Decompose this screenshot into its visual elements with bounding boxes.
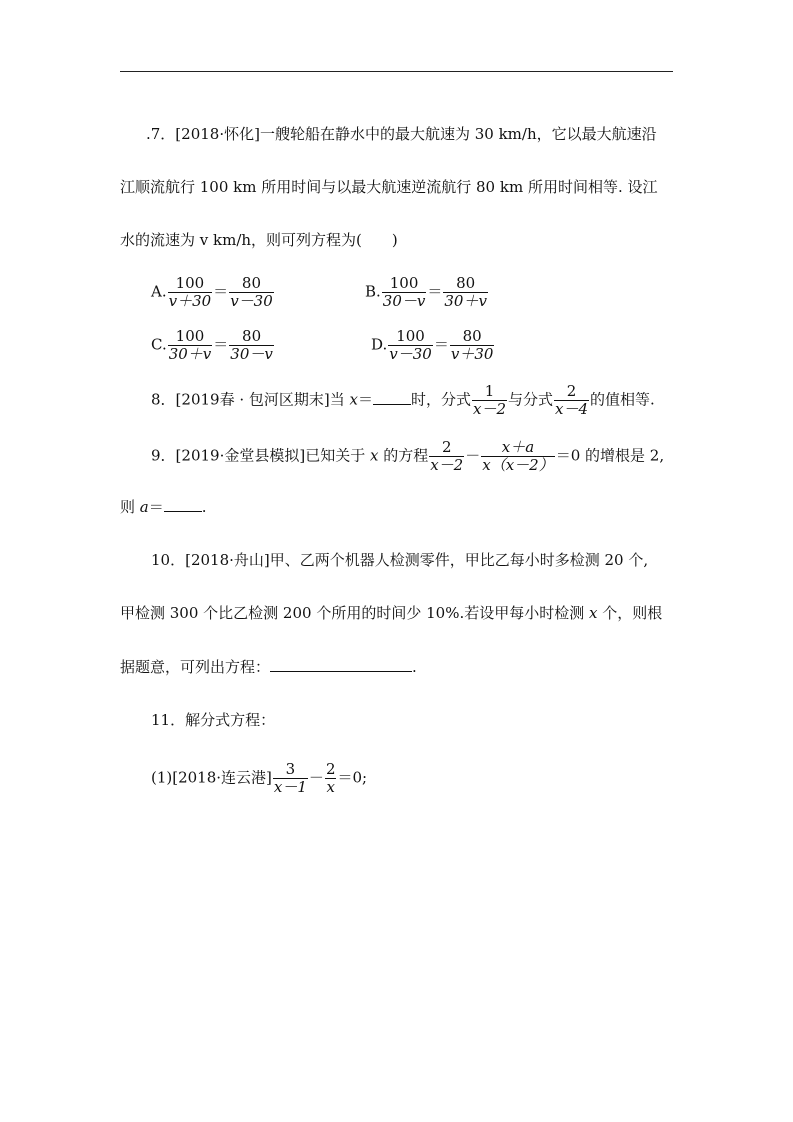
q9-line2-var: a xyxy=(139,498,149,516)
q11-suffix: ＝0; xyxy=(337,768,368,787)
q10-line3-suffix: . xyxy=(412,658,417,676)
q7-line1: .7．[2018·怀化]一艘轮船在静水中的最大航速为 30 km/h，它以最大航速沿 xyxy=(146,125,657,143)
fraction-right: $\frac{80}{30+v}$ xyxy=(444,274,487,310)
q10-line2-var: x xyxy=(588,604,598,622)
q9-var: x xyxy=(369,446,379,465)
q11-minus: － xyxy=(308,768,324,787)
option-label: B. xyxy=(365,282,381,301)
q10-line2 xyxy=(120,603,662,623)
q11-part1-prefix: (1)[2018·连云港] xyxy=(151,768,272,787)
q8-mid2: 与分式 xyxy=(508,390,554,409)
q8-answer-blank[interactable] xyxy=(373,390,411,405)
fraction-right: $\frac{80}{v+30}$ xyxy=(450,327,494,363)
top-rule xyxy=(120,71,673,72)
q7-option-b[interactable] xyxy=(365,276,489,309)
option-label: A. xyxy=(151,282,167,301)
q9-line2-eq: ＝ xyxy=(148,498,164,516)
q10-line1: 10．[2018·舟山]甲、乙两个机器人检测零件，甲比乙每小时多检测 20 个, xyxy=(151,551,649,569)
fraction-left: $\frac{100}{v+30}$ xyxy=(168,274,212,310)
q9-answer-blank[interactable] xyxy=(164,497,202,512)
q9-line2 xyxy=(120,497,207,517)
q8-prefix: 8．[2019春 · 包河区期末]当 xyxy=(151,390,350,409)
q10-line3 xyxy=(120,657,417,677)
q9-line1 xyxy=(151,440,664,473)
q8-eq: ＝ xyxy=(357,390,373,409)
q7-option-d[interactable] xyxy=(371,329,495,362)
option-label: C. xyxy=(151,335,167,354)
q8-line xyxy=(151,384,655,417)
q8-suffix: 的值相等. xyxy=(590,390,655,409)
q10-line2-prefix: 甲检测 300 个比乙检测 200 个所用的时间少 10%.若设甲每小时检测 xyxy=(120,604,589,622)
q11-fraction-1: $\frac{3}{x-1}$ xyxy=(273,760,307,796)
q9-fraction-1: $\frac{2}{x-2}$ xyxy=(430,438,464,474)
q10-line3-prefix: 据题意，可列出方程： xyxy=(120,658,271,676)
q7-line2: 江顺流航行 100 km 所用时间与以最大航速逆流航行 80 km 所用时间相等. 设江 xyxy=(120,178,658,196)
equals-sign: ＝ xyxy=(433,335,449,354)
q11-part1 xyxy=(151,762,367,795)
q8-fraction-1: $\frac{1}{x-2}$ xyxy=(473,382,507,418)
q10-line2-suffix: 个，则根 xyxy=(597,604,663,622)
equals-sign: ＝ xyxy=(213,335,229,354)
q9-prefix: 9．[2019·金堂县模拟]已知关于 xyxy=(151,446,370,465)
q7-option-c[interactable] xyxy=(151,329,275,362)
option-label: D. xyxy=(371,335,388,354)
q10-answer-blank[interactable] xyxy=(270,657,412,672)
q7-line3: 水的流速为 v km/h，则可列方程为( ) xyxy=(120,231,398,249)
q9-line2-suffix: . xyxy=(201,498,207,516)
fraction-left: $\frac{100}{v-30}$ xyxy=(389,327,432,363)
q8-mid: 时，分式 xyxy=(410,390,471,409)
q9-fraction-2: $\frac{x+a}{x(x-2)}$ xyxy=(482,438,554,474)
q11-fraction-2: $\frac{2}{x}$ xyxy=(325,760,336,796)
q9-mid: 的方程 xyxy=(378,446,429,465)
equals-sign: ＝ xyxy=(427,282,443,301)
fraction-left: $\frac{100}{30-v}$ xyxy=(382,274,426,310)
fraction-right: $\frac{80}{30-v}$ xyxy=(230,327,273,363)
q9-suffix: ＝0 的增根是 2, xyxy=(555,446,665,465)
q9-line2-prefix: 则 xyxy=(120,498,140,516)
q7-option-a[interactable] xyxy=(151,276,275,309)
q9-minus: － xyxy=(465,446,481,465)
fraction-left: $\frac{100}{30+v}$ xyxy=(168,327,212,363)
q8-fraction-2: $\frac{2}{x-4}$ xyxy=(555,382,589,418)
q8-var: x xyxy=(349,390,358,409)
fraction-right: $\frac{80}{v-30}$ xyxy=(230,274,273,310)
q11-title: 11．解分式方程： xyxy=(151,711,276,729)
equals-sign: ＝ xyxy=(213,282,229,301)
